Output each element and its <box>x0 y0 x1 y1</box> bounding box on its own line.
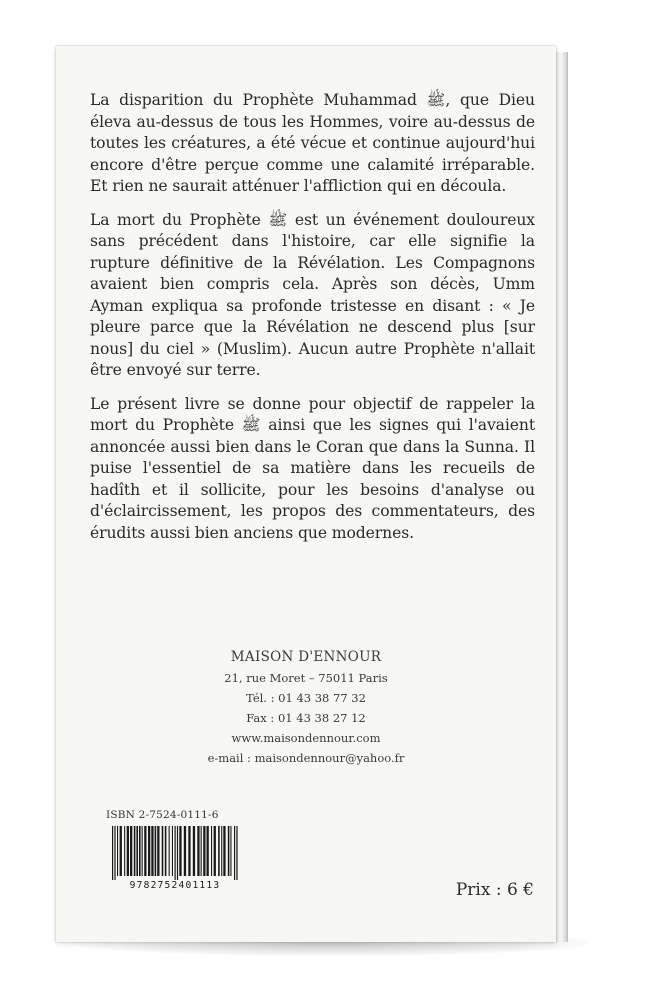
publisher-fax: Fax : 01 43 38 27 12 <box>246 711 366 725</box>
barcode <box>106 826 244 890</box>
barcode-bar <box>197 826 199 876</box>
barcode-bar <box>177 826 178 880</box>
publisher-email: e-mail : maisondennour@yahoo.fr <box>207 751 405 765</box>
barcode-bar <box>228 826 230 876</box>
blurb-paragraph-3: Le présent livre se donne pour objectif de rappeler la mort du Prophète ﷺ ainsi que les signes qui l'avaient annoncée aussi bien dans le Coran que dans la Sunna. Il puise l'essentiel de sa matière dans les recueils de hadîth et il sollicite, pour les besoins d'analyse ou d'éclaircissement, les propos des commentateurs, des érudits aussi bien anciens que modernes. <box>90 394 535 542</box>
barcode-bar <box>157 826 159 876</box>
barcode-bar <box>184 826 186 876</box>
barcode-bar <box>144 826 146 876</box>
barcode-bar <box>234 826 235 880</box>
barcode-bar <box>117 826 118 876</box>
barcode-bar <box>221 826 222 876</box>
barcode-bar <box>169 826 170 876</box>
barcode-bar <box>193 826 195 876</box>
barcode-bar <box>148 826 150 876</box>
publisher-address: 21, rue Moret – 75011 Paris <box>224 671 388 685</box>
isbn-block <box>106 808 256 890</box>
barcode-bar <box>223 826 225 876</box>
price-label: Prix : 6 € <box>455 880 534 900</box>
publisher-name: MAISON D'ENNOUR <box>230 649 382 665</box>
barcode-bar <box>175 826 176 880</box>
barcode-bar <box>236 826 237 880</box>
barcode-bar <box>214 826 216 876</box>
barcode-bar <box>230 826 231 876</box>
back-cover-blurb <box>90 90 535 556</box>
barcode-bar <box>114 826 115 880</box>
barcode-bar <box>218 826 220 876</box>
publisher-info <box>56 646 556 768</box>
blurb-paragraph-1: La disparition du Prophète Muhammad ﷺ, que Dieu éleva au-dessus de tous les Hommes, voire au-dessus de toutes les créatures, a été vécue et continue aujourd'hui encore d'être perçue comme une calamité irréparable. Et rien ne saurait atténuer l'affliction qui en découla. <box>90 91 535 195</box>
barcode-bar <box>179 826 181 876</box>
barcode-bar <box>172 826 173 876</box>
barcode-bar <box>130 826 132 876</box>
book <box>56 46 568 944</box>
barcode-bar <box>142 826 143 876</box>
barcode-bar <box>127 826 129 876</box>
back-cover <box>56 46 556 942</box>
barcode-bar <box>151 826 153 876</box>
barcode-bar <box>201 826 202 876</box>
blurb-paragraph-2: La mort du Prophète ﷺ est un événement douloureux sans précédent dans l'histoire, car elle signifie la rupture définitive de la Révélation. Les Compagnons avaient bien compris cela. Après son décès, Umm Ayman expliqua sa profonde tristesse en disant : « Je pleure parce que la Révélation ne descend plus [sur nous] du ciel » (Muslim). Aucun autre Prophète n'allait être envoyé sur terre. <box>90 210 535 379</box>
barcode-bar <box>211 826 212 876</box>
barcode-bar <box>120 826 122 876</box>
publisher-phone: Tél. : 01 43 38 77 32 <box>246 691 366 705</box>
barcode-bar <box>165 826 167 876</box>
barcode-bar <box>155 826 157 876</box>
barcode-bar <box>139 826 141 876</box>
barcode-bar <box>112 826 113 880</box>
barcode-bar <box>136 826 138 876</box>
barcode-bar <box>162 826 164 876</box>
publisher-website: www.maisondennour.com <box>231 731 381 745</box>
barcode-bar <box>124 826 125 876</box>
barcode-bar <box>188 826 190 876</box>
barcode-bar <box>134 826 136 876</box>
barcode-bar <box>207 826 209 876</box>
barcode-digits: 9782752401113 <box>129 880 221 890</box>
isbn-label: ISBN 2-7524-0111-6 <box>106 809 219 821</box>
barcode-bar <box>203 826 205 876</box>
